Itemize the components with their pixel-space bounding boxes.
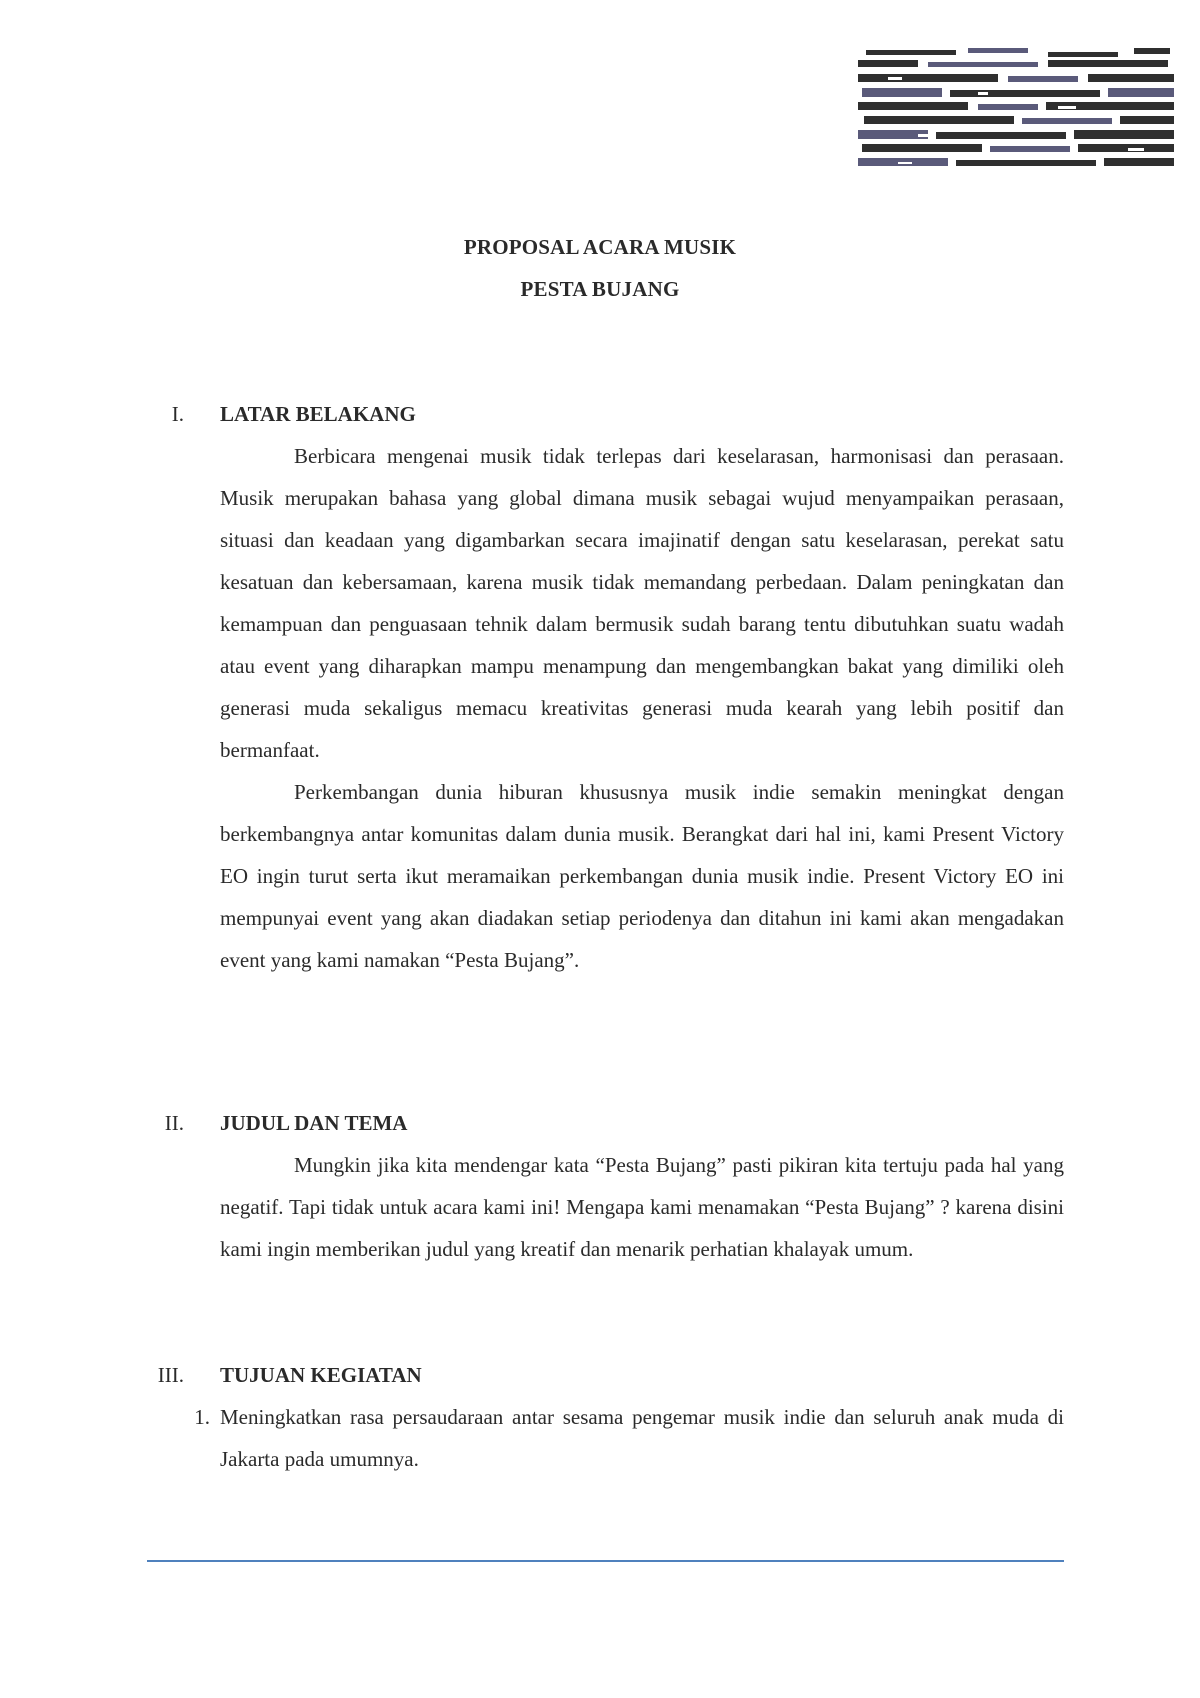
section-body [220, 435, 1064, 981]
section-title: LATAR BELAKANG [220, 402, 416, 426]
paragraph: Berbicara mengenai musik tidak terlepas dari keselarasan, harmonisasi dan perasaan. Musik merupakan bahasa yang global dimana musik sebagai wujud menyampaikan perasaan, situasi dan keadaan yang digambarkan secara imajinatif dengan satu keselarasan, perekat satu kesatuan dan kebersamaan, karena musik tidak memandang perbedaan. Dalam peningkatan dan kemampuan dan penguasaan tehnik dalam bermusik sudah barang tentu dibutuhkan suatu wadah atau event yang diharapkan mampu menampung dan mengembangkan bakat yang dimiliki oleh generasi muda sekaligus memacu kreativitas generasi muda kearah yang lebih positif dan bermanfaat. [220, 444, 1064, 762]
list-item [194, 1396, 1064, 1480]
section-judul-dan-tema [150, 1102, 1064, 1270]
title-line-2: PESTA BUJANG [520, 277, 680, 301]
footer-divider [147, 1560, 1064, 1562]
title-line-1: PROPOSAL ACARA MUSIK [463, 235, 737, 259]
section-number: II. [164, 1111, 184, 1135]
document-title [0, 226, 1200, 310]
section-heading [150, 1102, 1064, 1144]
section-title: JUDUL DAN TEMA [220, 1111, 408, 1135]
paragraph: Mungkin jika kita mendengar kata “Pesta Bujang” pasti pikiran kita tertuju pada hal yang negatif. Tapi tidak untuk acara kami ini! Mengapa kami menamakan “Pesta Bujang” ? karena disini kami ingin memberikan judul yang kreatif dan menarik perhatian khalayak umum. [220, 1153, 1064, 1261]
section-title: TUJUAN KEGIATAN [220, 1363, 422, 1387]
section-number: III. [157, 1363, 184, 1387]
section-latar-belakang [150, 393, 1064, 981]
list-item-text: Meningkatkan rasa persaudaraan antar sesama pengemar musik indie dan seluruh anak muda di Jakarta pada umumnya. [220, 1405, 1064, 1471]
section-number: I. [171, 402, 184, 426]
section-tujuan-kegiatan [150, 1354, 1064, 1480]
section-body [194, 1396, 1064, 1480]
list-item-number: 1. [194, 1405, 210, 1429]
section-heading [150, 1354, 1064, 1396]
section-body [220, 1144, 1064, 1270]
section-heading [150, 393, 1064, 435]
redacted-logo-icon [858, 44, 1174, 174]
redacted-logo-graphic [858, 44, 1174, 174]
paragraph: Perkembangan dunia hiburan khususnya musik indie semakin meningkat dengan berkembangnya antar komunitas dalam dunia musik. Berangkat dari hal ini, kami Present Victory EO ingin turut serta ikut meramaikan perkembangan dunia musik indie. Present Victory EO ini mempunyai event yang akan diadakan setiap periodenya dan ditahun ini kami akan mengadakan event yang kami namakan “Pesta Bujang”. [220, 780, 1064, 972]
